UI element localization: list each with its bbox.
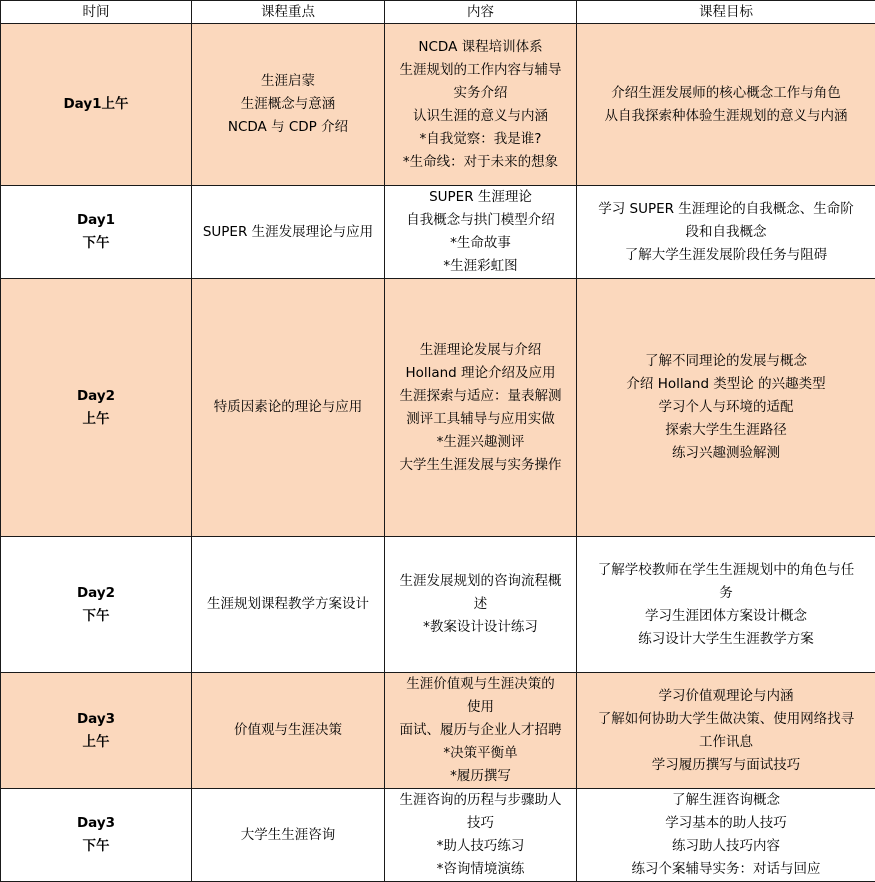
time-line: 上午: [7, 731, 185, 754]
goal-line: 了解如何协助大学生做决策、使用网络找寻: [583, 708, 869, 731]
content-cell: [385, 24, 577, 186]
content-line: 述: [391, 593, 570, 616]
table-row: [1, 24, 875, 186]
goal-line: 从自我探索种体验生涯规划的意义与内涵: [583, 105, 869, 128]
focus-line: SUPER 生涯发展理论与应用: [198, 221, 378, 244]
content-line: *生涯兴趣测评: [391, 431, 570, 454]
time-line: Day3: [7, 812, 185, 835]
content-line: Holland 理论介绍及应用: [391, 362, 570, 385]
time-cell: [1, 24, 192, 186]
time-line: Day1上午: [7, 93, 185, 116]
content-cell: [385, 537, 577, 673]
time-line: 上午: [7, 408, 185, 431]
content-line: NCDA 课程培训体系: [391, 36, 570, 59]
goal-line: 了解大学生涯发展阶段任务与阻碍: [583, 244, 869, 267]
table-row: [1, 186, 875, 279]
time-line: 下午: [7, 835, 185, 858]
header-content: 内容: [385, 1, 577, 24]
focus-line: 生涯启蒙: [198, 70, 378, 93]
focus-line: 特质因素论的理论与应用: [198, 396, 378, 419]
goals-cell: [577, 186, 875, 279]
table-row: [1, 537, 875, 673]
goals-cell: [577, 279, 875, 537]
goal-line: 练习个案辅导实务：对话与回应: [583, 858, 869, 881]
content-line: 生涯理论发展与介绍: [391, 339, 570, 362]
content-line: 实务介绍: [391, 82, 570, 105]
table-row: [1, 789, 875, 882]
goal-line: 了解不同理论的发展与概念: [583, 350, 869, 373]
content-line: *咨询情境演练: [391, 858, 570, 881]
content-line: *生命故事: [391, 232, 570, 255]
time-cell: [1, 537, 192, 673]
focus-line: 大学生生涯咨询: [198, 824, 378, 847]
time-line: Day2: [7, 385, 185, 408]
goal-line: 练习兴趣测验解测: [583, 442, 869, 465]
content-cell: [385, 673, 577, 789]
time-line: Day1: [7, 209, 185, 232]
goal-line: 了解学校教师在学生生涯规划中的角色与任: [583, 559, 869, 582]
focus-cell: [192, 537, 385, 673]
content-line: 面试、履历与企业人才招聘: [391, 719, 570, 742]
goal-line: 学习生涯团体方案设计概念: [583, 605, 869, 628]
content-line: 生涯探索与适应：量表解测: [391, 385, 570, 408]
content-line: *生命线：对于未来的想象: [391, 151, 570, 174]
table-row: [1, 673, 875, 789]
focus-line: 价值观与生涯决策: [198, 719, 378, 742]
time-line: Day2: [7, 582, 185, 605]
goal-line: 段和自我概念: [583, 221, 869, 244]
header-row: [1, 1, 875, 24]
header-goals: 课程目标: [577, 1, 875, 24]
goal-line: 学习价值观理论与内涵: [583, 685, 869, 708]
content-line: 生涯规划的工作内容与辅导: [391, 59, 570, 82]
goal-line: 务: [583, 582, 869, 605]
table-row: [1, 279, 875, 537]
goals-cell: [577, 789, 875, 882]
content-line: 测评工具辅导与应用实做: [391, 408, 570, 431]
content-line: SUPER 生涯理论: [391, 186, 570, 209]
time-line: 下午: [7, 605, 185, 628]
goals-cell: [577, 24, 875, 186]
goal-line: 学习 SUPER 生涯理论的自我概念、生命阶: [583, 198, 869, 221]
focus-line: NCDA 与 CDP 介绍: [198, 116, 378, 139]
time-line: 下午: [7, 232, 185, 255]
focus-cell: [192, 186, 385, 279]
content-line: *履历撰写: [391, 765, 570, 788]
content-line: 认识生涯的意义与内涵: [391, 105, 570, 128]
focus-cell: [192, 24, 385, 186]
content-line: *助人技巧练习: [391, 835, 570, 858]
header-focus: 课程重点: [192, 1, 385, 24]
content-line: 生涯发展规划的咨询流程概: [391, 570, 570, 593]
content-line: 自我概念与拱门模型介绍: [391, 209, 570, 232]
content-line: 生涯价值观与生涯决策的: [391, 673, 570, 696]
content-cell: [385, 789, 577, 882]
content-cell: [385, 279, 577, 537]
content-line: *生涯彩虹图: [391, 255, 570, 278]
focus-cell: [192, 279, 385, 537]
time-cell: [1, 279, 192, 537]
goals-cell: [577, 673, 875, 789]
goal-line: 介绍生涯发展师的核心概念工作与角色: [583, 82, 869, 105]
content-line: 技巧: [391, 812, 570, 835]
goal-line: 学习履历撰写与面试技巧: [583, 754, 869, 777]
focus-line: 生涯规划课程教学方案设计: [198, 593, 378, 616]
header-time: 时间: [1, 1, 192, 24]
content-line: 生涯咨询的历程与步骤助人: [391, 789, 570, 812]
time-cell: [1, 789, 192, 882]
content-line: *自我觉察：我是谁?: [391, 128, 570, 151]
goal-line: 学习基本的助人技巧: [583, 812, 869, 835]
time-line: Day3: [7, 708, 185, 731]
focus-line: 生涯概念与意涵: [198, 93, 378, 116]
content-line: 使用: [391, 696, 570, 719]
content-cell: [385, 186, 577, 279]
goal-line: 练习助人技巧内容: [583, 835, 869, 858]
content-line: 大学生生涯发展与实务操作: [391, 454, 570, 477]
content-line: *决策平衡单: [391, 742, 570, 765]
goal-line: 练习设计大学生生涯教学方案: [583, 628, 869, 651]
goal-line: 探索大学生生涯路径: [583, 419, 869, 442]
focus-cell: [192, 789, 385, 882]
goal-line: 了解生涯咨询概念: [583, 789, 869, 812]
time-cell: [1, 673, 192, 789]
time-cell: [1, 186, 192, 279]
goal-line: 工作讯息: [583, 731, 869, 754]
goal-line: 介绍 Holland 类型论 的兴趣类型: [583, 373, 869, 396]
content-line: *教案设计设计练习: [391, 616, 570, 639]
goal-line: 学习个人与环境的适配: [583, 396, 869, 419]
goals-cell: [577, 537, 875, 673]
focus-cell: [192, 673, 385, 789]
